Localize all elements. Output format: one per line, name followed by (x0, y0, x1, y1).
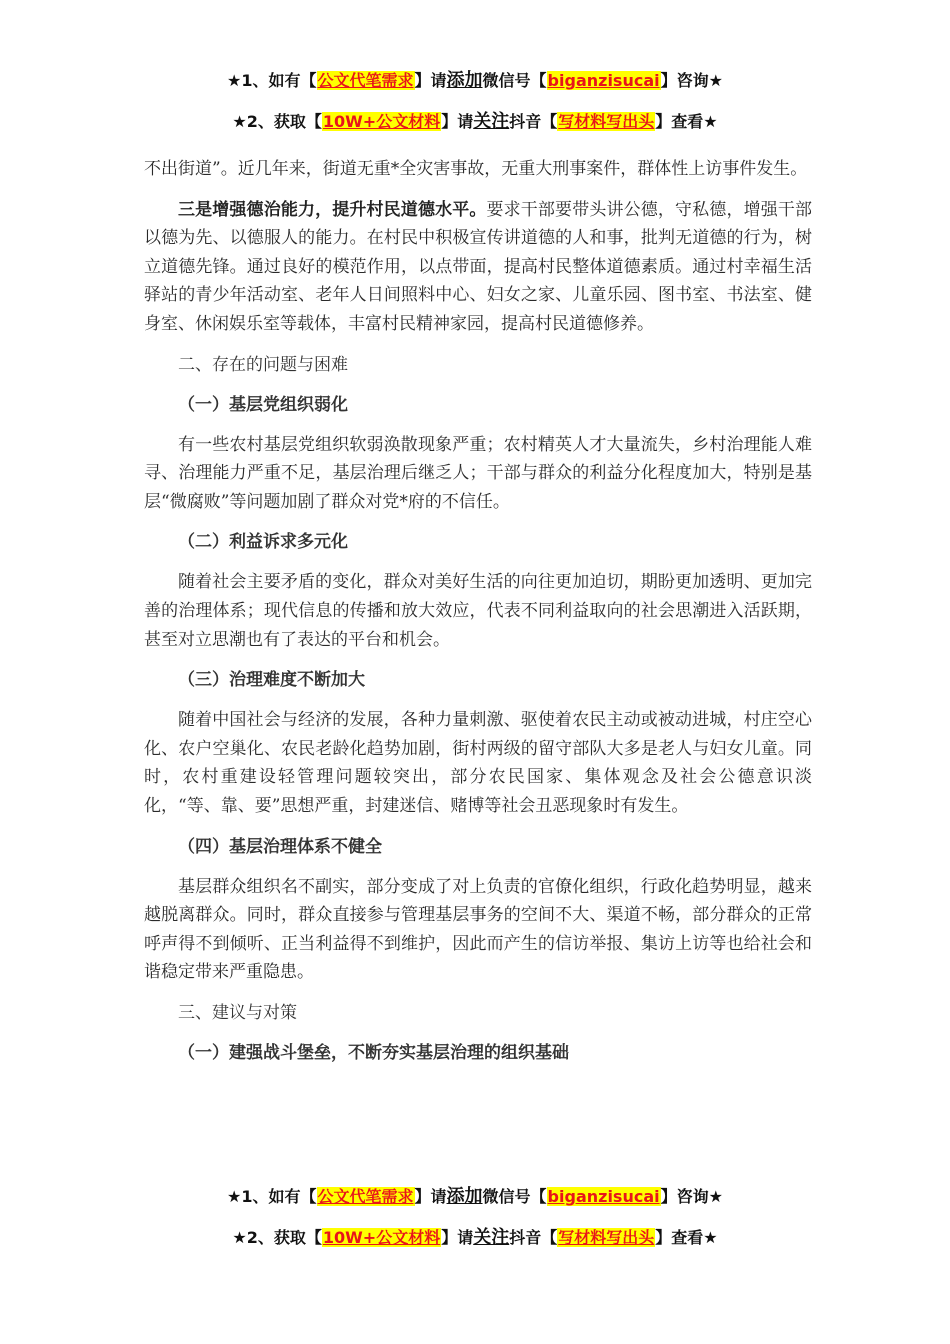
banner-text: 抖音【 (509, 112, 558, 131)
subheading-diverse-interests: （二）利益诉求多元化 (178, 532, 348, 553)
promo-banner-bottom-line1 (0, 1186, 950, 1208)
document-body (144, 155, 812, 1067)
underlined-keyword: 添加 (446, 70, 483, 91)
highlight-douyin-id: 写材料写出头 (558, 1228, 655, 1247)
paragraph-diverse-interests: 随着社会主要矛盾的变化，群众对美好生活的向往更加迫切，期盼更加透明、更加完善的治理体系；现代信息的传播和放大效应，代表不同利益取向的社会思潮进入活跃期，甚至对立思潮也有了表达的平台和机会。 (144, 572, 812, 650)
paragraph-party-weakening: 有一些农村基层党组织软弱涣散现象严重；农村精英人才大量流失，乡村治理能人难寻、治理能力严重不足，基层治理后继乏人；干部与群众的利益分化程度加大，特别是基层“微腐败”等问题加剧了群众对党*府的不信任。 (144, 434, 812, 512)
banner-text: 】请 (441, 112, 474, 131)
highlight-materials: 10W+公文材料 (322, 1228, 441, 1247)
highlight-wechat-id: biganzisucai (547, 71, 660, 90)
section-heading-suggestions: 三、建议与对策 (178, 1002, 297, 1023)
banner-text: 】咨询★ (660, 71, 723, 90)
paragraph-moral-governance (144, 196, 812, 339)
highlight-douyin-id: 写材料写出头 (558, 112, 655, 131)
banner-text: 】查看★ (655, 112, 718, 131)
banner-text: 抖音【 (509, 1228, 558, 1247)
banner-text: 】请 (414, 1187, 447, 1206)
paragraph-governance-difficulty: 随着中国社会与经济的发展，各种力量刺激、驱使着农民主动或被动进城，村庄空心化、农户空巢化、农民老龄化趋势加剧，街村两级的留守部队大多是老人与妇女儿童。同时，农村重建设轻管理问题较突出，部分农民国家、集体观念及社会公德意识淡化，“等、靠、要”思想严重，封建迷信、赌博等社会丑恶现象时有发生。 (144, 710, 812, 816)
paragraph-governance-system: 基层群众组织名不副实，部分变成了对上负责的官僚化组织，行政化趋势明显，越来越脱离群众。同时，群众直接参与管理基层事务的空间不大、渠道不畅，部分群众的正常呼声得不到倾听、正当利益得不到维护，因此而产生的信访举报、集访上访等也给社会和谐稳定带来严重隐患。 (144, 876, 812, 983)
paragraph-continued: 不出街道”。近几年来，街道无重*全灾害事故，无重大刑事案件，群体性上访事件发生。 (144, 159, 808, 179)
highlight-service: 公文代笔需求 (317, 71, 414, 90)
paragraph-text: 要求干部要带头讲公德，守私德，增强干部以德为先、以德服人的能力。在村民中积极宣传讲道德的人和事，批判无道德的行为，树立道德先锋。通过良好的模范作用，以点带面，提高村民整体道德素质。通过村幸福生活驿站的青少年活动室、老年人日间照料中心、妇女之家、儿童乐园、图书室、书法室、健身室、休闲娱乐室等载体，丰富村民精神家园，提高村民道德修养。 (144, 199, 812, 334)
banner-text: ★2、获取【 (232, 112, 322, 131)
promo-banner-top-line2 (0, 111, 950, 133)
subheading-governance-system: （四）基层治理体系不健全 (178, 836, 382, 857)
banner-text: 微信号【 (482, 71, 547, 90)
underlined-keyword: 添加 (446, 1186, 483, 1207)
promo-banner-bottom-line2 (0, 1227, 950, 1249)
banner-text: ★2、获取【 (232, 1228, 322, 1247)
section-heading-problems: 二、存在的问题与困难 (178, 354, 348, 375)
subheading-strengthen-fortress: （一）建强战斗堡垒，不断夯实基层治理的组织基础 (178, 1042, 569, 1063)
subheading-party-weakening: （一）基层党组织弱化 (178, 394, 348, 415)
banner-text: 微信号【 (482, 1187, 547, 1206)
banner-text: 】请 (414, 71, 447, 90)
banner-text: 】咨询★ (660, 1187, 723, 1206)
highlight-service: 公文代笔需求 (317, 1187, 414, 1206)
banner-text: 】查看★ (655, 1228, 718, 1247)
highlight-wechat-id: biganzisucai (547, 1187, 660, 1206)
underlined-keyword: 关注 (473, 111, 510, 132)
banner-text: 】请 (441, 1228, 474, 1247)
banner-text: ★1、如有【 (227, 71, 317, 90)
banner-text: ★1、如有【 (227, 1187, 317, 1206)
paragraph-lead: 三是增强德治能力，提升村民道德水平。 (178, 199, 487, 220)
promo-banner-top-line1 (0, 70, 950, 92)
underlined-keyword: 关注 (473, 1227, 510, 1248)
subheading-governance-difficulty: （三）治理难度不断加大 (178, 670, 365, 691)
highlight-materials: 10W+公文材料 (322, 112, 441, 131)
